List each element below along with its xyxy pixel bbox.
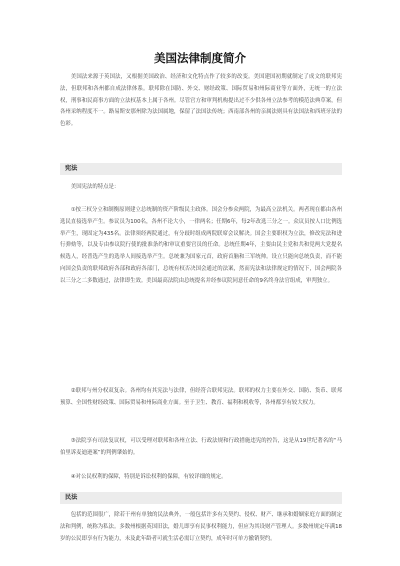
section-heading-text: 民法 — [65, 494, 78, 501]
intro-paragraph: 美国法来源于英国法，又根据美国政治、经济和文化特点作了较多的改变。美国建国初期就制定了成文的联邦宪法，但联邦和各州都自成法律体系。联邦除在国防、外交、财经政策、国际贸易和州际商业等方面外，无统一的立法权，刑事和民商事方面的立法权基本上属于各州。尽管官方和审判机构提出过不少供各州立法参考的模范法典草案，但各州采纳程度不一。路易斯安那州除为法国属地，保留了法国法传统；西南部各州的亲属法则具有法国法和西班牙法的色彩。 — [60, 74, 342, 128]
constitution-point-3: ③法院享有司法复议权，可以受理对联邦和各州立法、行政法规和行政措施违宪的控告，这是从19世纪著名的“马伯里诉麦迪逊案”的判例肇始的。 — [60, 438, 342, 456]
constitution-lead-paragraph: 美国宪法的特点是： — [70, 184, 120, 190]
civil-law-paragraph: 包括的范围很广，除若干州有单独的民法典外，一般包括许多有关契约、侵权、财产、继承和婚姻家庭方面的制定法和判例，统称为私法。多数州根据英国旧法，婚儿即享有民事权利能力，但应为其设财产管理人。多数州规定年满18岁的公民即享有行为能力，未及此年龄者可就生活必需订立契约，成年时可单方撤销契约。 — [60, 512, 342, 542]
constitution-point-1: ①按三权分立和制衡原则建立总统制的资产阶级民主政体。国会分参众两院，为最高立法机关。两者现在都由各州选民直接选举产生。参议员为100名，各州不论大小，一律两名；任期6年，每2年改选三分之一。众议员按人口比例选举产生，现固定为435名。法律须经两院通过，有分歧时组成两院联席会议解决。国会主要职权为立法，修改宪法和进行弹劾等，以及专由参议院行使的批准条约和审议重要官员的任命。总统任期4年，主要由民主党和共和党两大党提名候选人，经普选产生的选举人间接选举产生。总统兼为国家元首，政府首脑和三军统帅。设立只能向总统负责，而不能向国会负责的联邦政府各部和政府各部门，总统有权否决国会通过的法案，然而宪法和法律规定的情况下，国会两院各以三分之二多数通过，法律即生效。美国最高法院由总统提名并经参议院同意任命的9名终身法官组成，审判独立。 — [60, 207, 342, 284]
section-heading-constitution — [60, 163, 342, 175]
constitution-point-2: ②联邦与州分权双复杂。各州均有其宪法与法律，但经符合联邦宪法。联邦的权力主要在外交、国防、货币、联邦预算、全国性财经政策、国际贸易和州际商业方面。至于卫生、教育、福利和税收等，各州都享有较大权力。 — [60, 388, 342, 406]
constitution-point-4: ④对公民权利的保障，特别是诉讼权利的保障，有较详细的规定。 — [70, 474, 227, 480]
section-heading-text: 宪法 — [65, 165, 78, 172]
document-title: 美国法律制度简介 — [154, 51, 246, 65]
section-heading-civil-law — [60, 492, 342, 504]
